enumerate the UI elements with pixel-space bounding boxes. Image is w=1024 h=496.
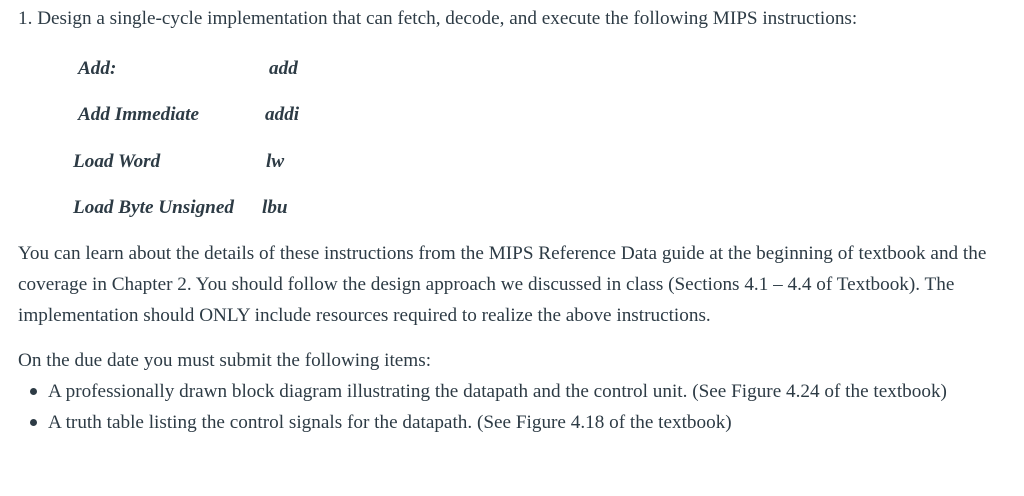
instruction-mnemonic: lbu — [262, 197, 288, 218]
submission-intro: On the due date you must submit the following items: — [18, 350, 432, 371]
bullet-icon — [30, 419, 37, 426]
submission-list — [28, 376, 1008, 438]
instruction-name: Add: — [78, 58, 117, 79]
instruction-name: Load Word — [73, 151, 161, 172]
instruction-mnemonic: add — [269, 58, 298, 79]
instruction-mnemonic: addi — [265, 104, 300, 125]
instruction-name: Load Byte Unsigned — [73, 197, 234, 218]
instruction-mnemonic: lw — [266, 151, 285, 172]
list-item — [28, 407, 1008, 438]
bullet-icon — [30, 388, 37, 395]
instructions-paragraph: You can learn about the details of these instructions from the MIPS Reference Data guide at the beginning of textbook and the coverage in Chapter 2. You should follow the design approach we discussed in class (Sections 4.1 – 4.4 of Textbook). The implementation should ONLY include resources required to realize the above instructions. — [18, 243, 987, 326]
instruction-name: Add Immediate — [78, 104, 199, 125]
list-item — [28, 376, 1008, 407]
list-item-text: A professionally drawn block diagram illustrating the datapath and the control unit. (See Figure 4.24 of the textbook) — [48, 381, 947, 402]
list-item-text: A truth table listing the control signals for the datapath. (See Figure 4.18 of the textbook) — [48, 412, 732, 433]
question-heading: 1. Design a single-cycle implementation that can fetch, decode, and execute the following MIPS instructions: — [18, 8, 858, 29]
